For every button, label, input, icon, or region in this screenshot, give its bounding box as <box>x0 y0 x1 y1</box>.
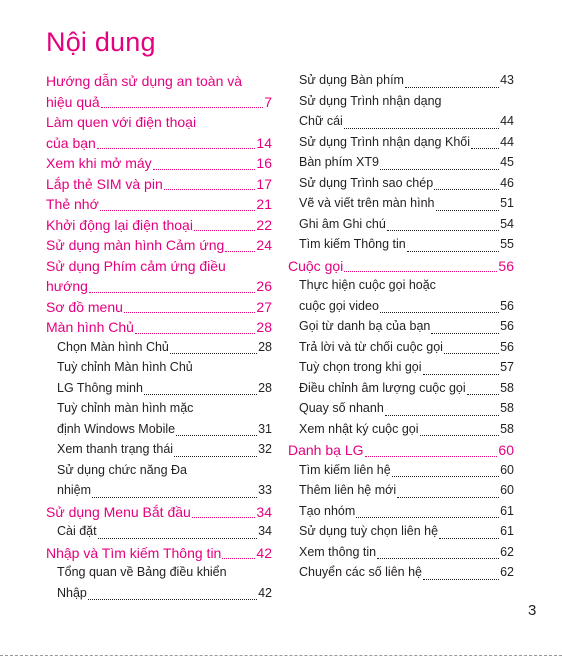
toc-entry-title: Thẻ nhớ <box>46 196 99 212</box>
toc-page-number: 31 <box>258 421 272 436</box>
toc-dot-leader <box>356 517 499 518</box>
toc-dot-leader <box>170 353 257 354</box>
toc-entry[interactable] <box>46 176 272 196</box>
toc-page-number: 28 <box>256 319 272 335</box>
toc-dot-leader <box>225 251 255 252</box>
toc-entry-title: Thêm liên hệ mới <box>299 483 397 497</box>
toc-dot-leader <box>344 128 499 129</box>
toc-dot-leader <box>444 353 499 354</box>
toc-entry-title: Sử dụng tuỳ chọn liên hệ <box>299 524 439 538</box>
toc-dot-leader <box>439 538 499 539</box>
toc-dot-leader <box>194 230 255 231</box>
toc-dot-leader <box>436 210 500 211</box>
toc-entry-title: Xem nhật ký cuộc gọi <box>299 421 419 436</box>
toc-entry-title: Điều chỉnh âm lượng cuộc gọi <box>299 380 466 395</box>
toc-page-number: 45 <box>500 155 514 169</box>
toc-page-number: 43 <box>500 73 514 87</box>
toc-entry[interactable] <box>299 299 514 319</box>
toc-entry[interactable] <box>299 196 514 216</box>
toc-page-number: 28 <box>258 380 272 395</box>
toc-dot-leader <box>98 538 257 539</box>
toc-dot-leader <box>97 148 256 149</box>
toc-entry-title: Xem thông tin <box>299 544 377 559</box>
toc-entry[interactable] <box>46 258 272 278</box>
toc-entry[interactable] <box>299 237 514 257</box>
toc-entry[interactable] <box>299 381 514 401</box>
toc-entry[interactable] <box>299 422 514 442</box>
toc-entry-title: Trả lời và từ chối cuộc gọi <box>299 339 443 354</box>
page-number: 3 <box>528 602 537 619</box>
toc-dot-leader <box>92 497 257 498</box>
toc-entry-title: của bạn <box>46 134 96 151</box>
toc-entry-title: Cài đặt <box>57 524 97 538</box>
toc-dot-leader <box>423 579 499 580</box>
toc-entry[interactable] <box>299 319 514 339</box>
toc-entry[interactable] <box>46 299 272 319</box>
toc-dot-leader <box>377 558 499 559</box>
toc-entry[interactable] <box>57 422 272 442</box>
toc-dot-leader <box>153 169 256 170</box>
toc-dot-leader <box>387 230 499 231</box>
toc-page-number: 34 <box>256 503 272 520</box>
toc-entry-title: Sử dụng Menu Bắt đầu <box>46 503 191 520</box>
toc-entry-title: Vẽ và viết trên màn hình <box>299 196 435 210</box>
toc-page-number: 57 <box>500 360 514 374</box>
toc-page-number: 7 <box>264 93 272 110</box>
toc-entry-title: Sử dụng Bàn phím <box>299 73 404 87</box>
toc-entry-title: Chữ cái <box>299 114 343 128</box>
toc-dot-leader <box>174 456 257 457</box>
toc-page-number: 27 <box>256 298 272 315</box>
toc-dot-leader <box>89 292 256 293</box>
toc-entry[interactable] <box>57 340 272 360</box>
toc-entry[interactable] <box>57 442 272 462</box>
toc-entry[interactable] <box>57 586 272 606</box>
toc-dot-leader <box>365 456 498 457</box>
toc-page-number: 44 <box>500 114 514 128</box>
toc-page-number: 54 <box>500 216 514 231</box>
toc-page-number: 60 <box>500 483 514 497</box>
toc-page-number: 14 <box>256 134 272 151</box>
toc-page-number: 60 <box>500 462 514 477</box>
toc-entry[interactable] <box>299 483 514 503</box>
toc-entry-title: Xem khi mở máy <box>46 155 152 171</box>
toc-entry[interactable] <box>46 278 272 298</box>
toc-entry[interactable] <box>299 94 514 114</box>
toc-entry-title: định Windows Mobile <box>57 421 176 436</box>
toc-entry-title: Tuỳ chỉnh Màn hình Chủ <box>57 360 193 374</box>
toc-dot-leader <box>135 333 255 334</box>
toc-entry[interactable] <box>299 155 514 175</box>
toc-dot-leader <box>192 517 256 518</box>
toc-entry[interactable] <box>57 360 272 380</box>
toc-entry[interactable] <box>46 319 272 339</box>
toc-page-number: 24 <box>256 237 272 253</box>
toc-page-number: 28 <box>258 339 272 354</box>
toc-entry-title: Màn hình Chủ <box>46 319 134 335</box>
toc-page-number: 32 <box>258 442 272 456</box>
toc-page-number: 21 <box>256 196 272 212</box>
toc-dot-leader <box>380 312 499 313</box>
toc-entry-title: cuộc gọi video <box>299 298 379 313</box>
page-title: Nội dung <box>46 27 156 57</box>
toc-entry[interactable] <box>299 114 514 134</box>
toc-entry[interactable] <box>46 545 272 565</box>
toc-entry[interactable] <box>46 504 272 524</box>
toc-entry-title: Tuỳ chọn trong khi gọi <box>299 360 422 374</box>
toc-dot-leader <box>407 251 499 252</box>
toc-entry[interactable] <box>299 176 514 196</box>
toc-entry[interactable] <box>299 504 514 524</box>
toc-dot-leader <box>100 210 256 211</box>
toc-entry-title: Cuộc gọi <box>288 257 344 274</box>
toc-entry-title: Chuyển các số liên hệ <box>299 565 422 579</box>
toc-page-number: 17 <box>256 175 272 192</box>
toc-entry[interactable] <box>46 217 272 237</box>
toc-entry[interactable] <box>288 258 514 278</box>
toc-page-number: 42 <box>258 585 272 600</box>
toc-entry-title: Tìm kiếm Thông tin <box>299 237 406 251</box>
toc-entry-title: Sử dụng Trình sao chép <box>299 175 434 190</box>
toc-dot-leader <box>164 189 256 190</box>
toc-page-number: 55 <box>500 237 514 251</box>
toc-dot-leader <box>144 394 257 395</box>
page-bottom-edge <box>0 655 562 656</box>
toc-page-number: 56 <box>500 319 514 333</box>
toc-entry[interactable] <box>46 155 272 175</box>
toc-dot-leader <box>385 415 499 416</box>
toc-entry-title: hiệu quả <box>46 93 100 110</box>
toc-page-number: 51 <box>500 196 514 210</box>
toc-entry-title: Khởi động lại điện thoại <box>46 216 193 233</box>
toc-page-number: 56 <box>498 257 514 274</box>
toc-dot-leader <box>222 558 255 559</box>
toc-page-number: 26 <box>256 278 272 294</box>
toc-dot-leader <box>420 435 500 436</box>
toc-dot-leader <box>101 107 263 108</box>
toc-entry-title: Sử dụng màn hình Cảm ứng <box>46 237 225 253</box>
toc-dot-leader <box>434 189 499 190</box>
toc-entry-title: LG Thông minh <box>57 380 143 395</box>
toc-page-number: 60 <box>498 442 514 458</box>
toc-entry-title: Tạo nhóm <box>299 503 356 518</box>
toc-entry[interactable] <box>299 73 514 93</box>
toc-entry[interactable] <box>57 483 272 503</box>
toc-entry[interactable] <box>57 524 272 544</box>
toc-entry-title: Quay số nhanh <box>299 401 384 415</box>
toc-page-number: 34 <box>258 524 272 538</box>
toc-entry-title: Sử dụng Trình nhận dạng Khối <box>299 134 470 149</box>
toc-entry-title: Nhập <box>57 585 87 600</box>
toc-entry[interactable] <box>299 401 514 421</box>
toc-page-number: 62 <box>500 544 514 559</box>
toc-entry-title: Nhập và Tìm kiếm Thông tin <box>46 544 222 561</box>
toc-page-number: 16 <box>256 155 272 171</box>
toc-page-number: 56 <box>500 298 514 313</box>
toc-entry[interactable] <box>299 524 514 544</box>
toc-dot-leader <box>431 333 499 334</box>
toc-entry-title: Sơ đồ menu <box>46 298 123 315</box>
toc-entry-title: Ghi âm Ghi chú <box>299 216 386 231</box>
toc-entry-title: Hướng dẫn sử dụng an toàn và <box>46 73 243 89</box>
toc-dot-leader <box>467 394 499 395</box>
toc-entry[interactable] <box>46 94 272 114</box>
toc-entry[interactable] <box>46 196 272 216</box>
toc-entry-title: Bàn phím XT9 <box>299 155 379 169</box>
toc-entry[interactable] <box>57 565 272 585</box>
toc-entry-title: Sử dụng Trình nhận dạng <box>299 93 442 108</box>
toc-page-number: 62 <box>500 565 514 579</box>
toc-entry-title: nhiệm <box>57 483 92 497</box>
toc-entry[interactable] <box>57 463 272 483</box>
toc-entry[interactable] <box>299 565 514 585</box>
toc-page-number: 44 <box>500 134 514 149</box>
toc-page-number: 22 <box>256 216 272 233</box>
toc-page-number: 33 <box>258 483 272 497</box>
toc-entry-title: Sử dụng chức năng Đa <box>57 462 188 477</box>
toc-entry-title: Gọi từ danh bạ của bạn <box>299 319 431 333</box>
toc-entry-title: Tìm kiếm liên hệ <box>299 462 391 477</box>
toc-page-number: 42 <box>256 544 272 561</box>
toc-entry[interactable] <box>299 340 514 360</box>
toc-dot-leader <box>344 271 497 272</box>
toc-dot-leader <box>124 312 256 313</box>
toc-entry[interactable] <box>288 442 514 462</box>
toc-dot-leader <box>397 497 499 498</box>
toc-dot-leader <box>88 599 257 600</box>
toc-entry-title: Danh bạ LG <box>288 442 364 458</box>
toc-entry[interactable] <box>46 114 272 134</box>
toc-dot-leader <box>380 169 499 170</box>
toc-page-number: 58 <box>500 421 514 436</box>
toc-entry[interactable] <box>57 381 272 401</box>
toc-entry[interactable] <box>46 73 272 93</box>
toc-entry[interactable] <box>46 135 272 155</box>
toc-entry-title: Chọn Màn hình Chủ <box>57 339 169 354</box>
toc-page-number: 61 <box>500 503 514 518</box>
toc-entry[interactable] <box>299 217 514 237</box>
toc-dot-leader <box>471 148 499 149</box>
toc-entry-title: Làm quen với điện thoại <box>46 114 197 130</box>
toc-entry-title: Sử dụng Phím cảm ứng điều <box>46 257 226 274</box>
toc-entry[interactable] <box>299 545 514 565</box>
toc-dot-leader <box>392 476 499 477</box>
toc-dot-leader <box>176 435 257 436</box>
toc-page-number: 58 <box>500 380 514 395</box>
toc-entry[interactable] <box>299 278 514 298</box>
toc-page-number: 61 <box>500 524 514 538</box>
toc-entry-title: Thực hiện cuộc gọi hoặc <box>299 278 436 292</box>
toc-entry[interactable] <box>299 135 514 155</box>
toc-dot-leader <box>405 87 499 88</box>
toc-entry[interactable] <box>299 360 514 380</box>
toc-entry-title: Tuỳ chỉnh màn hình mặc <box>57 401 194 415</box>
toc-entry-title: Xem thanh trạng thái <box>57 442 174 456</box>
toc-entry-title: Tổng quan về Bảng điều khiển <box>57 565 227 579</box>
toc-page-number: 58 <box>500 401 514 415</box>
toc-entry[interactable] <box>57 401 272 421</box>
toc-entry[interactable] <box>299 463 514 483</box>
toc-dot-leader <box>423 374 500 375</box>
toc-entry-title: Lắp thẻ SIM và pin <box>46 175 163 192</box>
toc-page-number: 46 <box>500 175 514 190</box>
toc-entry-title: hướng <box>46 278 88 294</box>
toc-page-number: 56 <box>500 339 514 354</box>
toc-entry[interactable] <box>46 237 272 257</box>
